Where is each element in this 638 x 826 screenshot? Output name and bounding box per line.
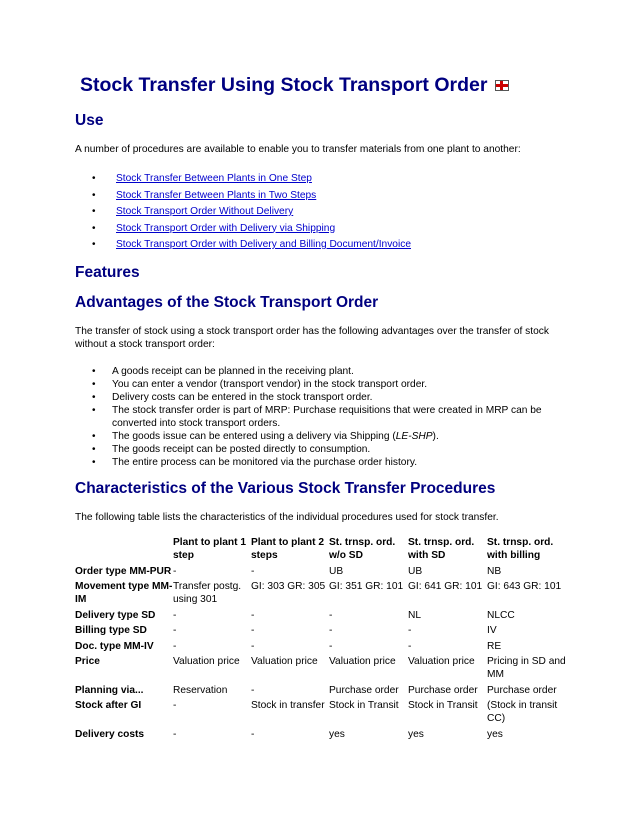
table-cell: yes bbox=[487, 728, 503, 740]
row-header: Billing type SD bbox=[75, 625, 147, 636]
table-cell: - bbox=[329, 625, 333, 636]
table-cell: - bbox=[251, 640, 255, 652]
table-cell: - bbox=[251, 609, 255, 621]
list-item: • The entire process can be monitored via the purchase order history. bbox=[75, 456, 565, 469]
list-item: • You can enter a vendor (transport vendor) in the stock transport order. bbox=[75, 378, 565, 391]
table-cell: - bbox=[251, 728, 255, 740]
link-without-delivery[interactable]: Stock Transport Order Without Delivery bbox=[116, 206, 294, 217]
table-cell: - bbox=[329, 640, 333, 652]
link-delivery-shipping[interactable]: Stock Transport Order with Delivery via Shipping bbox=[116, 222, 336, 234]
table-cell: UB bbox=[329, 565, 344, 577]
column-header: Plant to plant 2 steps bbox=[251, 537, 325, 561]
advantages-heading: Advantages of the Stock Transport Order bbox=[75, 294, 379, 311]
table-cell: Purchase order bbox=[487, 684, 557, 696]
list-item bbox=[75, 172, 565, 189]
table-cell: UB bbox=[408, 565, 423, 577]
characteristics-intro: The following table lists the characteristics of the individual procedures used for stock transfer. bbox=[75, 512, 499, 523]
table-cell: RE bbox=[487, 640, 502, 652]
row-header: Planning via... bbox=[75, 684, 144, 696]
list-item bbox=[75, 430, 565, 443]
table-cell: Valuation price bbox=[329, 656, 396, 667]
advantages-list bbox=[75, 365, 565, 469]
table-cell: yes bbox=[329, 728, 345, 740]
row-header: Doc. type MM-IV bbox=[75, 640, 154, 652]
table-cell: GI: 303 GR: 305 bbox=[251, 581, 326, 592]
list-item-tail: ). bbox=[432, 431, 439, 442]
table-row bbox=[75, 640, 569, 656]
table-cell: - bbox=[173, 728, 177, 740]
table-row bbox=[75, 655, 569, 684]
characteristics-table bbox=[75, 536, 569, 743]
table-cell: - bbox=[173, 625, 177, 636]
table-cell: NB bbox=[487, 565, 502, 577]
table-cell: - bbox=[408, 640, 412, 652]
row-header: Order type MM-PUR bbox=[75, 565, 172, 577]
table-cell: - bbox=[251, 625, 255, 636]
features-heading: Features bbox=[75, 264, 140, 281]
row-header: Price bbox=[75, 656, 100, 667]
table-row bbox=[75, 580, 569, 609]
table-row bbox=[75, 684, 569, 700]
table-cell: Valuation price bbox=[251, 656, 318, 667]
column-header: St. trnsp. ord. w/o SD bbox=[329, 537, 396, 561]
table-cell: - bbox=[329, 609, 333, 621]
table-header-row bbox=[75, 536, 569, 565]
column-header: Plant to plant 1 step bbox=[173, 537, 247, 561]
use-intro: A number of procedures are available to enable you to transfer materials from one plant to another: bbox=[75, 144, 521, 155]
use-heading: Use bbox=[75, 112, 104, 129]
table-cell: Stock in Transit bbox=[329, 700, 399, 711]
list-item: • The stock transfer order is part of MRP: Purchase requisitions that were created in MRP can be converted into stock transport orders. bbox=[75, 404, 565, 430]
list-item: • The goods receipt can be posted directly to consumption. bbox=[75, 443, 565, 456]
list-item: • Delivery costs can be entered in the stock transport order. bbox=[75, 391, 565, 404]
characteristics-heading: Characteristics of the Various Stock Transfer Procedures bbox=[75, 480, 496, 497]
uk-flag-icon[interactable] bbox=[495, 80, 509, 91]
table-cell: Pricing in SD and MM bbox=[487, 656, 566, 680]
table-row bbox=[75, 624, 569, 640]
table-cell: IV bbox=[487, 625, 497, 636]
list-item-italic: LE-SHP bbox=[395, 431, 433, 442]
table-row bbox=[75, 565, 569, 581]
table-cell: NLCC bbox=[487, 609, 515, 621]
column-header: St. trnsp. ord. with SD bbox=[408, 537, 475, 561]
table-cell: GI: 641 GR: 101 bbox=[408, 581, 483, 592]
table-cell: Purchase order bbox=[329, 684, 399, 696]
row-header: Stock after GI bbox=[75, 700, 142, 711]
table-cell: Stock in Transit bbox=[408, 700, 478, 711]
table-row bbox=[75, 609, 569, 625]
list-item bbox=[75, 205, 565, 222]
page-title-text: Stock Transfer Using Stock Transport Order bbox=[80, 74, 488, 96]
table-cell: NL bbox=[408, 609, 422, 621]
table-row bbox=[75, 699, 569, 728]
list-item bbox=[75, 238, 565, 255]
list-item: • A goods receipt can be planned in the receiving plant. bbox=[75, 365, 565, 378]
row-header: Delivery costs bbox=[75, 728, 145, 740]
table-cell: Reservation bbox=[173, 684, 228, 696]
table-cell: Purchase order bbox=[408, 684, 478, 696]
table-cell: (Stock in transit CC) bbox=[487, 700, 558, 724]
table-cell: - bbox=[173, 700, 177, 711]
table-cell: - bbox=[173, 565, 177, 577]
table-cell: GI: 643 GR: 101 bbox=[487, 581, 562, 592]
table-row bbox=[75, 728, 569, 744]
row-header: Delivery type SD bbox=[75, 609, 156, 621]
table-cell: Stock in transfer bbox=[251, 700, 325, 711]
table-cell: Valuation price bbox=[408, 656, 475, 667]
table-cell: - bbox=[173, 640, 177, 652]
procedure-link-list bbox=[75, 172, 565, 255]
table-cell: - bbox=[408, 625, 412, 636]
page-title bbox=[80, 74, 509, 97]
table-cell: Valuation price bbox=[173, 656, 240, 667]
link-one-step[interactable]: Stock Transfer Between Plants in One Step bbox=[116, 173, 312, 184]
table-cell: - bbox=[173, 609, 177, 621]
table-cell: GI: 351 GR: 101 bbox=[329, 581, 404, 592]
advantages-intro: The transfer of stock using a stock transport order has the following advantages over the transfer of stock without a stock transport order: bbox=[75, 326, 549, 350]
list-item-text: The goods issue can be entered using a delivery via Shipping ( bbox=[112, 431, 396, 442]
list-item bbox=[75, 222, 565, 239]
row-header: Movement type MM-IM bbox=[75, 581, 173, 605]
link-two-steps[interactable]: Stock Transfer Between Plants in Two Steps bbox=[116, 189, 317, 201]
table-cell: Transfer postg. using 301 bbox=[173, 581, 242, 605]
table-cell: - bbox=[251, 565, 255, 577]
column-header: St. trnsp. ord. with billing bbox=[487, 537, 554, 561]
list-item bbox=[75, 189, 565, 206]
column-header bbox=[75, 536, 173, 565]
table-cell: yes bbox=[408, 728, 424, 740]
table-cell: - bbox=[251, 684, 255, 696]
link-delivery-billing[interactable]: Stock Transport Order with Delivery and Billing Document/Invoice bbox=[116, 239, 411, 250]
